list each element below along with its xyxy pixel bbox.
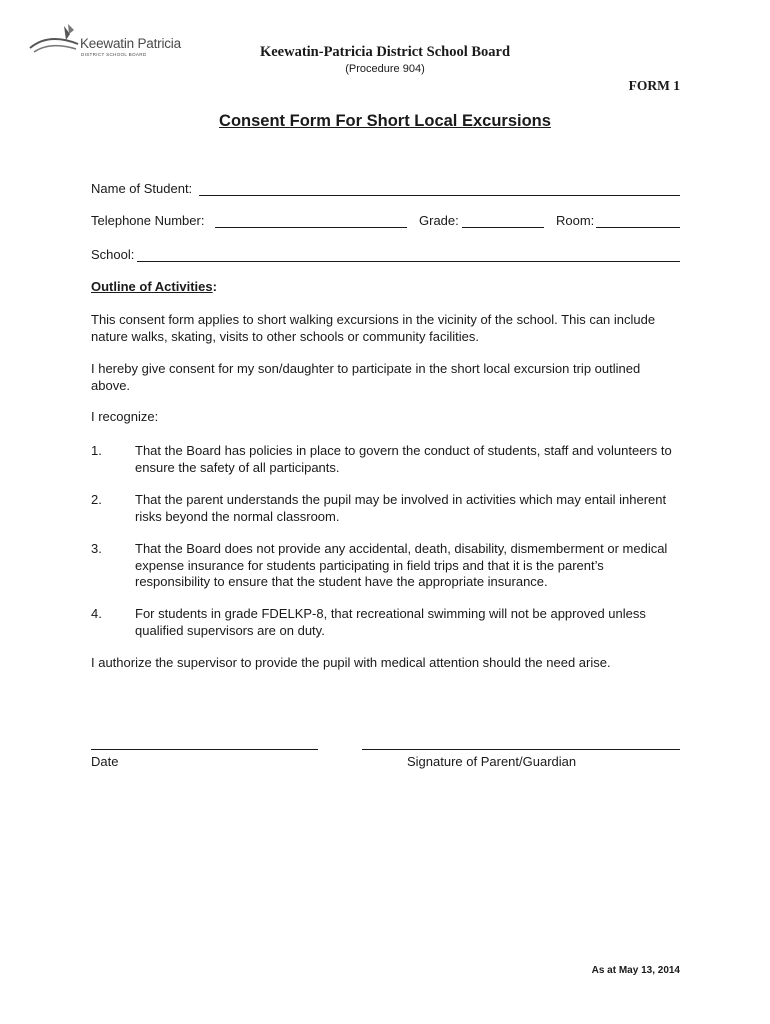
paragraph-scope: This consent form applies to short walking excursions in the vicinity of the school. This can include nature walks, skating, visits to other schools or community facilities. bbox=[91, 312, 656, 344]
form-label: FORM 1 bbox=[628, 78, 680, 93]
parent-signature-label: Signature of Parent/Guardian bbox=[407, 754, 577, 769]
grade-field[interactable] bbox=[462, 227, 544, 228]
page-title: Consent Form For Short Local Excursions bbox=[219, 112, 551, 130]
student-name-field[interactable] bbox=[199, 195, 680, 196]
item-text: For students in grade FDELKP-8, that recreational swimming will not be approved unless qualified supervisors are on duty. bbox=[135, 606, 646, 638]
student-name-label: Name of Student: bbox=[91, 181, 193, 196]
parent-signature-line[interactable] bbox=[362, 749, 680, 750]
item-number: 1. bbox=[91, 443, 102, 458]
date-label: Date bbox=[91, 754, 119, 769]
telephone-label: Telephone Number: bbox=[91, 213, 205, 228]
paragraph-recognize: I recognize: bbox=[91, 409, 159, 424]
telephone-field[interactable] bbox=[215, 227, 407, 228]
paragraph-authorize: I authorize the supervisor to provide the pupil with medical attention should the need arise. bbox=[91, 655, 611, 670]
procedure-number: (Procedure 904) bbox=[345, 63, 425, 75]
date-signature-line[interactable] bbox=[91, 749, 318, 750]
item-text: That the Board has policies in place to govern the conduct of students, staff and volunteers to ensure the safety of all participants. bbox=[135, 443, 672, 475]
item-number: 2. bbox=[91, 492, 102, 507]
school-field[interactable] bbox=[137, 261, 680, 262]
item-number: 4. bbox=[91, 606, 102, 621]
grade-label: Grade: bbox=[419, 213, 459, 228]
paragraph-consent: I hereby give consent for my son/daughter to participate in the short local excursion trip outlined above. bbox=[91, 361, 641, 393]
logo-name: Keewatin Patricia bbox=[80, 36, 181, 51]
school-label: School: bbox=[91, 247, 135, 262]
logo-subtitle: DISTRICT SCHOOL BOARD bbox=[81, 52, 147, 57]
outline-heading: Outline of Activities: bbox=[91, 279, 217, 294]
room-label: Room: bbox=[556, 213, 595, 228]
item-text: That the parent understands the pupil may be involved in activities which may entail inherent risks beyond the normal classroom. bbox=[135, 492, 667, 524]
revision-date: As at May 13, 2014 bbox=[591, 965, 680, 976]
item-text: That the Board does not provide any accidental, death, disability, dismemberment or medical expense insurance for students participating in field trips and that it is the parent’s responsibility to ensure that the student have the appropriate insurance. bbox=[135, 541, 668, 589]
item-number: 3. bbox=[91, 541, 102, 556]
board-title: Keewatin-Patricia District School Board bbox=[259, 44, 511, 60]
room-field[interactable] bbox=[596, 227, 680, 228]
